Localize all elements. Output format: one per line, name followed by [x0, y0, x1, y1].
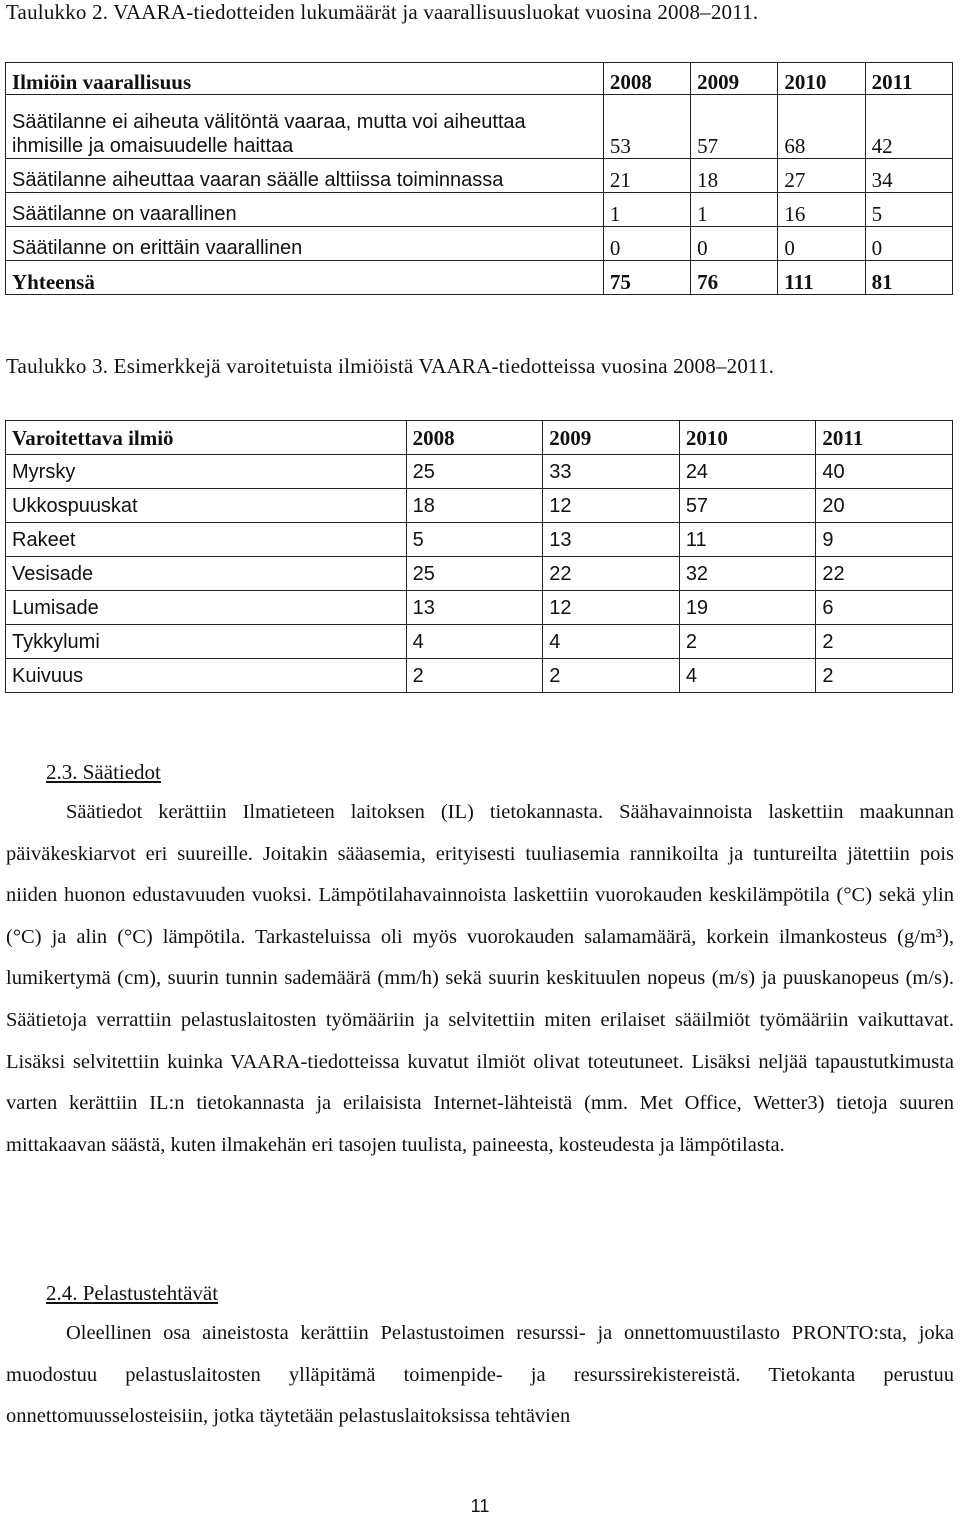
table-row — [6, 557, 953, 591]
cell-value: 32 — [679, 557, 816, 591]
table3-header-cell: 2008 — [406, 421, 543, 455]
cell-value: 11 — [679, 523, 816, 557]
cell-value: 2 — [679, 625, 816, 659]
table2-header-cell: 2010 — [778, 63, 865, 95]
row-label: Kuivuus — [6, 659, 407, 693]
table-row — [6, 659, 953, 693]
row-label: Säätilanne on vaarallinen — [6, 193, 604, 227]
section-2-4-paragraph: Oleellinen osa aineistosta kerättiin Pelastustoimen resurssi- ja onnettomuustilasto PRONTO:sta, joka muodostuu pelastuslaitosten ylläpitämä toimenpide- ja resurssirekistereistä. Tietokanta perustuu onnettomuusselosteisiin, jotka täytetään pelastuslaitoksissa tehtävien — [6, 1322, 954, 1428]
cell-value: 57 — [679, 489, 816, 523]
cell-value: 18 — [691, 159, 778, 193]
table-row — [6, 455, 953, 489]
cell-value: 24 — [679, 455, 816, 489]
cell-value: 16 — [778, 193, 865, 227]
cell-value: 4 — [543, 625, 680, 659]
cell-value: 40 — [816, 455, 953, 489]
cell-value: 22 — [816, 557, 953, 591]
cell-value: 111 — [778, 261, 865, 295]
table3-header-cell: 2011 — [816, 421, 953, 455]
table2-header-row — [6, 63, 953, 95]
section-2-3-paragraph: Säätiedot kerättiin Ilmatieteen laitoksen (IL) tietokannasta. Säähavainnoista laskettiin maakunnan päiväkeskiarvot eri suureille. Joitakin sääasemia, erityisesti tuuliasemia rannikoilta ja tuntureilta jätettiin pois niiden huonon edustavuuden vuoksi. Lämpötilahavainnoista laskettiin vuorokauden keskilämpötila (°C) sekä ylin (°C) ja alin (°C) lämpötila. Tarkasteluissa oli myös vuorokauden salamamäärä, korkein ilmankosteus (g/m³), lumikertymä (cm), suurin tunnin sademäärä (mm/h) sekä suurin keskituulen nopeus (m/s) ja puuskanopeus (m/s). Säätietoja verrattiin pelastuslaitosten työmääriin ja selvitettiin miten erilaiset sääilmiöt työmääriin vaikuttavat. Lisäksi selvitettiin kuinka VAARA-tiedotteissa kuvatut ilmiöt olivat toteutuneet. Lisäksi neljää tapaustutkimusta varten kerättiin IL:n tietokannasta ja erilaisista Internet-lähteistä (mm. Met Office, Wetter3) tietoja suuren mittakaavan säästä, kuten ilmakehän eri tasojen tuulista, paineesta, kosteudesta ja lämpötilasta. — [6, 801, 954, 1156]
row-label: Ukkospuuskat — [6, 489, 407, 523]
table3-header-row — [6, 421, 953, 455]
cell-value: 12 — [543, 591, 680, 625]
row-label: Tykkylumi — [6, 625, 407, 659]
table-row — [6, 489, 953, 523]
table2-header-cell: 2009 — [691, 63, 778, 95]
table3-header-cell: 2009 — [543, 421, 680, 455]
table2-header-cell: 2008 — [603, 63, 690, 95]
row-label: Säätilanne aiheuttaa vaaran säälle alttiissa toiminnassa — [6, 159, 604, 193]
table2-caption: Taulukko 2. VAARA-tiedotteiden lukumäärät ja vaarallisuusluokat vuosina 2008–2011. — [6, 0, 759, 24]
row-label: Myrsky — [6, 455, 407, 489]
page-number: 11 — [470, 1496, 490, 1516]
cell-value: 22 — [543, 557, 680, 591]
cell-value: 25 — [406, 557, 543, 591]
cell-value: 81 — [865, 261, 952, 295]
table2-header-cell: Ilmiöin vaarallisuus — [6, 63, 604, 95]
row-label: Rakeet — [6, 523, 407, 557]
table-row — [6, 591, 953, 625]
cell-value: 5 — [406, 523, 543, 557]
table-row — [6, 193, 953, 227]
cell-value: 42 — [865, 95, 952, 159]
cell-value: 34 — [865, 159, 952, 193]
row-label: Säätilanne ei aiheuta välitöntä vaaraa, mutta voi aiheuttaa ihmisille ja omaisuudelle haittaa — [6, 95, 604, 159]
cell-value: 19 — [679, 591, 816, 625]
cell-value: 1 — [691, 193, 778, 227]
cell-value: 12 — [543, 489, 680, 523]
cell-value: 2 — [543, 659, 680, 693]
cell-value: 5 — [865, 193, 952, 227]
section-2-3-heading: 2.3. Säätiedot — [46, 760, 161, 784]
cell-value: 9 — [816, 523, 953, 557]
cell-value: 0 — [603, 227, 690, 261]
section-2-4-heading: 2.4. Pelastustehtävät — [46, 1281, 219, 1305]
cell-value: 27 — [778, 159, 865, 193]
row-label: Yhteensä — [6, 261, 604, 295]
row-label: Lumisade — [6, 591, 407, 625]
cell-value: 4 — [406, 625, 543, 659]
table-row — [6, 625, 953, 659]
table-row — [6, 95, 953, 159]
cell-value: 53 — [603, 95, 690, 159]
cell-value: 13 — [406, 591, 543, 625]
cell-value: 2 — [816, 659, 953, 693]
cell-value: 76 — [691, 261, 778, 295]
table2-total-row — [6, 261, 953, 295]
cell-value: 0 — [778, 227, 865, 261]
cell-value: 33 — [543, 455, 680, 489]
table-row — [6, 227, 953, 261]
table3-header-cell: Varoitettava ilmiö — [6, 421, 407, 455]
cell-value: 57 — [691, 95, 778, 159]
table-row — [6, 523, 953, 557]
cell-value: 2 — [816, 625, 953, 659]
table3-warned-phenomena — [5, 420, 953, 693]
cell-value: 18 — [406, 489, 543, 523]
cell-value: 20 — [816, 489, 953, 523]
row-label: Vesisade — [6, 557, 407, 591]
cell-value: 2 — [406, 659, 543, 693]
cell-value: 6 — [816, 591, 953, 625]
cell-value: 25 — [406, 455, 543, 489]
cell-value: 21 — [603, 159, 690, 193]
table3-caption: Taulukko 3. Esimerkkejä varoitetuista ilmiöistä VAARA-tiedotteissa vuosina 2008–2011. — [6, 354, 775, 378]
cell-value: 68 — [778, 95, 865, 159]
cell-value: 13 — [543, 523, 680, 557]
table2-header-cell: 2011 — [865, 63, 952, 95]
table2-warning-levels — [5, 62, 953, 295]
cell-value: 75 — [603, 261, 690, 295]
table3-header-cell: 2010 — [679, 421, 816, 455]
cell-value: 0 — [691, 227, 778, 261]
table-row — [6, 159, 953, 193]
row-label: Säätilanne on erittäin vaarallinen — [6, 227, 604, 261]
cell-value: 4 — [679, 659, 816, 693]
cell-value: 1 — [603, 193, 690, 227]
cell-value: 0 — [865, 227, 952, 261]
